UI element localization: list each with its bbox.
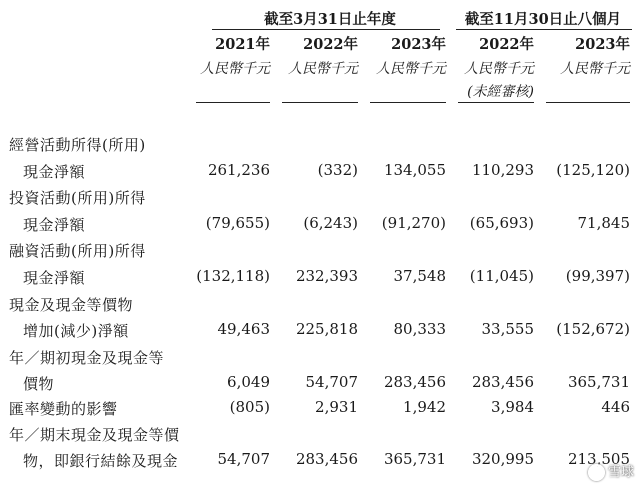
watermark [588,461,634,481]
cell-value: 225,818 [295,320,358,338]
cell-value: 37,548 [393,267,446,285]
header-unit: 人民幣千元 [376,61,446,77]
cell-value: 320,995 [471,450,534,468]
row-label-indent: 現金淨額 [23,269,86,287]
cell-value: 80,333 [393,320,446,338]
cell-value: 446 [601,398,630,416]
cell-value: (6,243) [303,214,358,232]
row-label: 年／期末現金及現金等價 [9,426,180,444]
cell-value: 110,293 [471,161,534,179]
cell-value: 283,456 [295,450,358,468]
cell-value: 283,456 [383,373,446,391]
cell-value: (79,655) [205,214,270,232]
row-label: 投資活動(所用)所得 [9,189,146,207]
cell-value: (152,672) [556,320,630,338]
column-underline [546,102,630,103]
cell-value: (65,693) [469,214,534,232]
header-unaudited: (未經審核) [467,84,534,100]
column-underline [282,102,358,103]
column-underline [458,102,534,103]
row-label-indent: 現金淨額 [23,216,86,234]
cell-value: 134,055 [383,161,446,179]
header-year: 2023年 [391,36,446,53]
header-unit: 人民幣千元 [200,61,270,77]
cell-value: 365,731 [383,450,446,468]
cell-value: (99,397) [565,267,630,285]
cell-value: 2,931 [315,398,358,416]
header-group-underline [456,29,632,30]
row-label: 現金及現金等價物 [9,296,134,314]
cell-value: (132,118) [196,267,270,285]
cell-value: 261,236 [207,161,270,179]
snowball-logo-icon [588,464,605,481]
row-label-indent: 現金淨額 [23,163,86,181]
row-label-indent: 增加(減少)淨額 [23,322,129,340]
cell-value: 33,555 [481,320,534,338]
cell-value: 3,984 [491,398,534,416]
row-label: 匯率變動的影響 [9,400,118,418]
header-year: 2022年 [479,36,534,53]
header-year: 2022年 [303,36,358,53]
cell-value: 213,505 [567,450,630,468]
header-unit: 人民幣千元 [464,61,534,77]
row-label: 經營活動所得(所用) [9,136,146,154]
header-year: 2023年 [575,36,630,53]
cell-value: 6,049 [227,373,270,391]
cell-value: 232,393 [295,267,358,285]
header-group-underline [212,29,440,30]
cell-value: (805) [229,398,270,416]
header-unit: 人民幣千元 [288,61,358,77]
cell-value: 54,707 [305,373,358,391]
column-underline [196,102,270,103]
cell-value: (91,270) [381,214,446,232]
header-year: 2021年 [215,36,270,53]
row-label: 融資活動(所用)所得 [9,242,146,260]
row-label-indent: 價物 [23,375,55,393]
cell-value: 1,942 [403,398,446,416]
cell-value: (332) [317,161,358,179]
cell-value: 71,845 [577,214,630,232]
cell-value: 54,707 [217,450,270,468]
row-label-indent: 物，即銀行結餘及現金 [23,452,179,470]
column-underline [370,102,446,103]
header-group-fiscal-year: 截至3月31日止年度 [264,11,396,28]
cell-value: (125,120) [556,161,630,179]
watermark-text: 雪球 [607,465,634,480]
cell-value: 49,463 [217,320,270,338]
header-unit: 人民幣千元 [560,61,630,77]
cell-value: 365,731 [567,373,630,391]
header-group-eight-months: 截至11月30日止八個月 [464,11,622,28]
cell-value: 283,456 [471,373,534,391]
cell-value: (11,045) [469,267,534,285]
row-label: 年／期初現金及現金等 [9,349,165,367]
